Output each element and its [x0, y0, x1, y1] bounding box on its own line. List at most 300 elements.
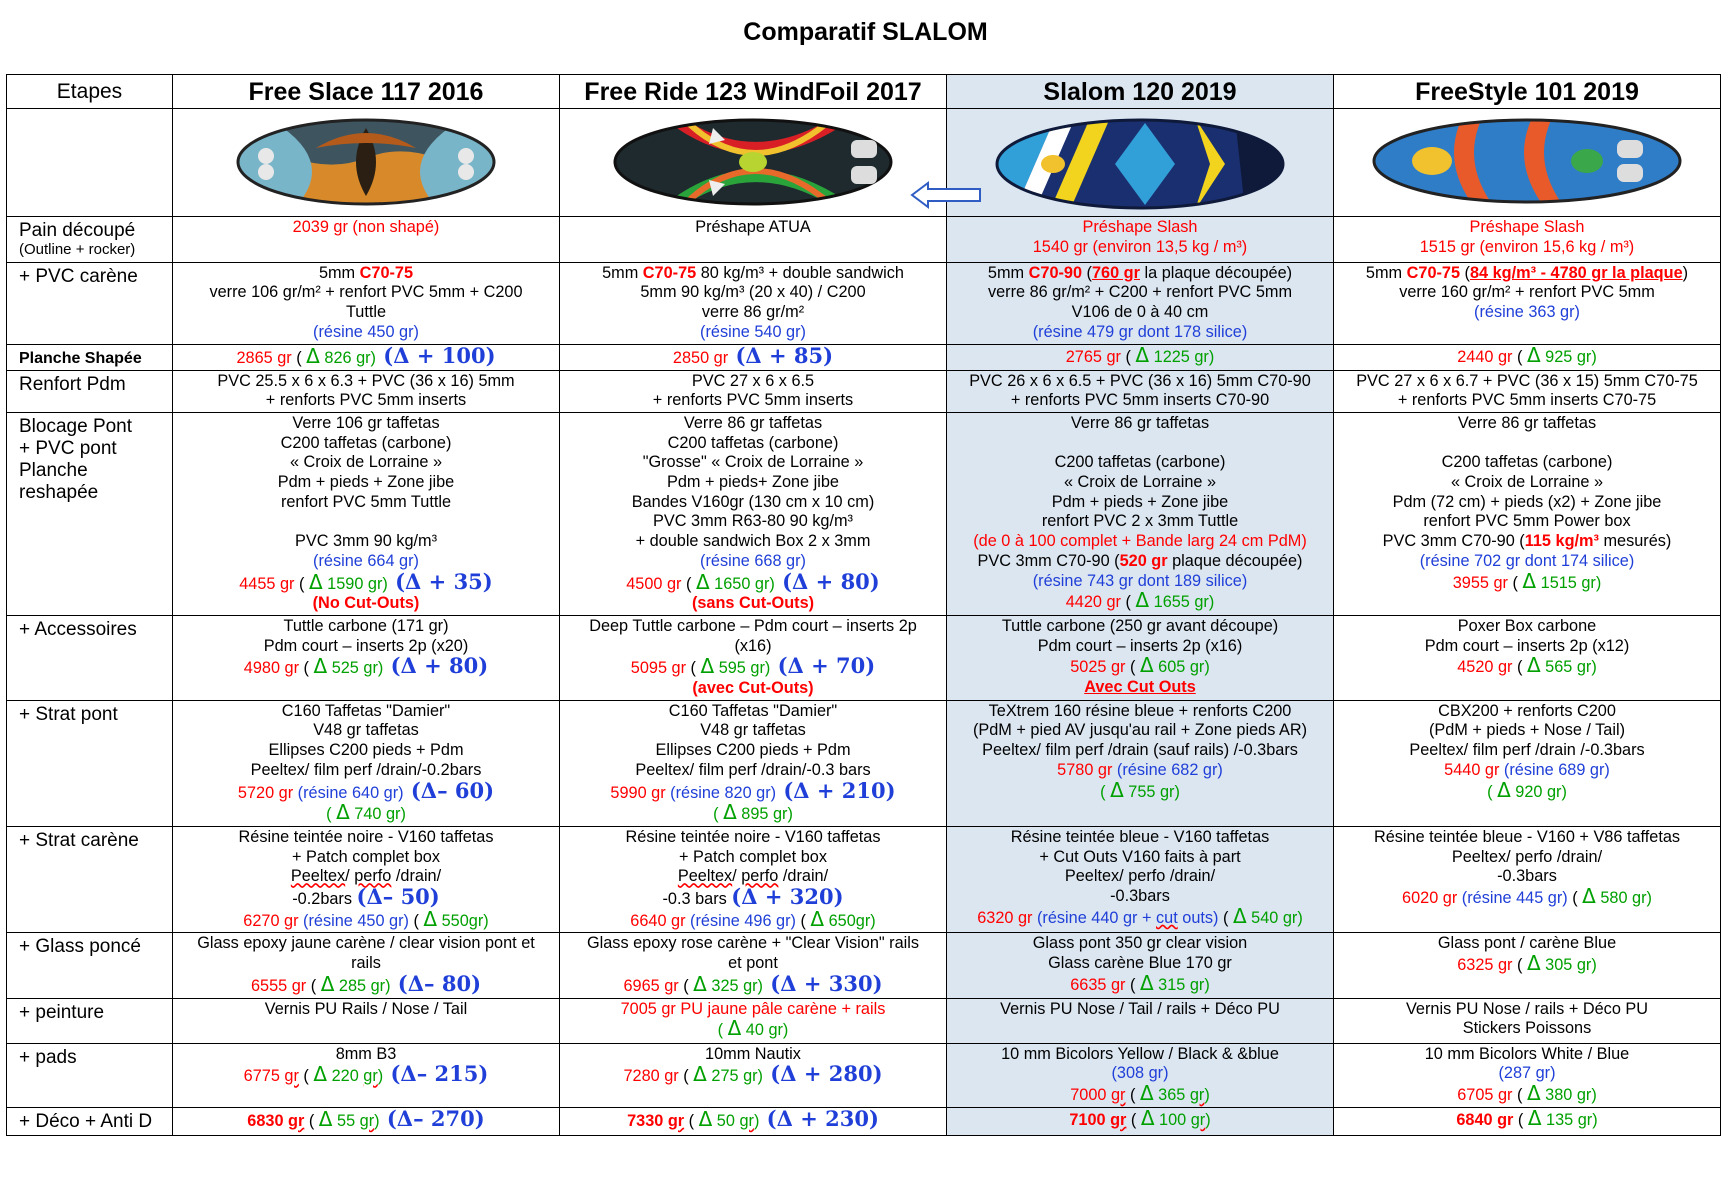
cell-text: 525 gr): [327, 659, 384, 678]
table-row: [7, 700, 1721, 826]
cell-text: outs): [1177, 908, 1219, 927]
cell-text: 325 gr): [706, 976, 763, 995]
cell-text: (Δ + 230): [759, 1107, 879, 1131]
cell-line: [949, 970, 1331, 996]
cell-text: Poxer Box carbone: [1457, 616, 1597, 635]
cell-text: Δ: [1526, 344, 1541, 367]
cell-text: (résine 640 gr): [293, 783, 404, 802]
cell-text: Δ: [1232, 903, 1247, 928]
cell-line: [949, 532, 1331, 552]
table-cell: [173, 217, 560, 263]
cell-text: 520 gr: [1119, 551, 1168, 570]
cell-text: gr: [363, 1067, 378, 1086]
cell-text: Δ: [1527, 1107, 1542, 1130]
cell-text: /: [345, 867, 355, 886]
cell-text: Δ: [336, 800, 350, 825]
cell-text: (: [1126, 1110, 1141, 1129]
cell-text: 2440 gr: [1457, 347, 1513, 366]
cell-text: (Δ + 80): [383, 653, 489, 679]
table-cell: [560, 1043, 947, 1107]
cell-line: [1336, 721, 1718, 741]
table-cell: [1334, 412, 1721, 615]
cell-line: [949, 473, 1331, 493]
table-row: [7, 826, 1721, 933]
cell-text: « Croix de Lorraine »: [1063, 473, 1217, 491]
row-label-line: reshapée: [19, 481, 99, 503]
cell-text: 650gr): [824, 911, 876, 930]
row-label: [7, 262, 173, 344]
cell-line: [562, 264, 944, 284]
cell-line: [562, 906, 944, 932]
cell-line: [1336, 218, 1718, 238]
cell-text: (de 0 à 100 complet + Bande larg 24 cm PdM): [973, 532, 1307, 551]
cell-text: Bandes V160gr (130 cm x 10 cm): [631, 492, 875, 511]
cell-line: [562, 777, 944, 804]
cell-line: [949, 264, 1331, 284]
cell-text: Vernis PU Rails / Nose / Tail: [264, 999, 468, 1018]
table-cell: [560, 826, 947, 933]
cell-text: 2850 gr: [672, 348, 729, 367]
cell-text: C200 taffetas (carbone): [667, 433, 839, 452]
cell-text: V48 gr taffetas: [313, 721, 419, 740]
cell-text: 8mm B3: [335, 1044, 397, 1063]
cell-line: [1336, 473, 1718, 493]
cell-text: 540 gr): [1246, 908, 1303, 927]
cell-text: 5990 gr: [610, 783, 666, 802]
cell-line: [1336, 493, 1718, 513]
cell-text: Δ: [306, 344, 320, 368]
cell-text: ): [753, 1111, 760, 1130]
cell-text: 895 gr): [736, 805, 793, 824]
cell-text: Peeltex: [677, 867, 733, 886]
table-row: [7, 344, 1721, 370]
cell-line: [949, 934, 1331, 954]
cell-text: (résine 363 gr): [1474, 303, 1580, 322]
cell-text: Δ: [810, 906, 825, 931]
cell-line: [175, 303, 557, 323]
cell-text: Préshape Slash: [1082, 218, 1198, 236]
cell-text: -0.3 bars: [662, 890, 732, 909]
cell-text: (: [304, 1111, 319, 1130]
cell-text: 5mm: [602, 263, 643, 282]
cell-text: gr: [288, 1111, 305, 1130]
cell-line: [562, 303, 944, 323]
cell-text: Ellipses C200 pieds + Pdm: [655, 741, 851, 760]
cell-line: [562, 283, 944, 303]
cell-text: (: [1512, 658, 1527, 677]
cell-text: gr: [1110, 1086, 1126, 1104]
cell-line: [562, 637, 944, 657]
cell-text: gr: [359, 1111, 375, 1130]
cell-line: [562, 848, 944, 868]
row-label-line: Blocage Pont: [19, 415, 133, 437]
cell-text: 4520 gr: [1457, 658, 1513, 677]
cell-text: 55: [332, 1111, 360, 1130]
cell-text: ): [1205, 1110, 1211, 1129]
cell-text: 6020 gr: [1402, 889, 1458, 908]
cell-text: « Croix de Lorraine »: [1450, 473, 1604, 491]
cell-text: Verre 86 gr taffetas: [1070, 413, 1210, 432]
cell-line: [949, 391, 1331, 411]
cell-text: 6705 gr: [1457, 1086, 1513, 1104]
cell-text: 1650 gr): [709, 574, 775, 593]
cell-text: ): [1204, 1086, 1210, 1104]
cell-line: [175, 970, 557, 997]
table-cell: [1334, 615, 1721, 700]
cell-text: Pdm + pieds + Zone jibe: [1051, 492, 1229, 511]
cell-line: [949, 372, 1331, 392]
cell-text: Stickers Poissons: [1462, 1019, 1592, 1038]
cell-line: [175, 800, 557, 825]
cell-text: 605 gr): [1153, 658, 1210, 677]
cell-line: [562, 884, 944, 910]
cell-text: Δ: [313, 1062, 328, 1087]
cell-text: Tuttle: [345, 303, 387, 322]
cell-text: (Δ + 280): [762, 1061, 883, 1087]
cell-line: [175, 568, 557, 595]
table-cell: [173, 412, 560, 615]
row-label: [7, 615, 173, 700]
cell-text: PVC 27 x 6 x 6.7 + PVC (36 x 15) 5mm C70-75: [1356, 371, 1698, 390]
cell-text: gr: [1190, 1110, 1206, 1129]
cell-line: [562, 800, 944, 825]
row-label: [7, 412, 173, 615]
cell-line: [175, 741, 557, 761]
cell-text: C200 taffetas (carbone): [280, 433, 452, 452]
cell-text: perfo: [741, 867, 779, 886]
table-cell: [1334, 826, 1721, 933]
cell-text: PVC 25.5 x 6 x 6.3 + PVC (36 x 16) 5mm: [217, 371, 515, 390]
cell-text: 365: [1153, 1086, 1190, 1104]
cell-text: 1225 gr): [1149, 347, 1215, 366]
row-label-line: + peinture: [19, 1001, 105, 1023]
cell-text: PVC 3mm C70-90 (: [977, 551, 1120, 570]
cell-text: (: [306, 976, 321, 995]
table-row: [7, 370, 1721, 412]
cell-text: 2865 gr: [236, 348, 292, 367]
cell-text: 595 gr): [714, 659, 771, 678]
cell-text: 920 gr): [1510, 782, 1567, 801]
cell-text: Δ: [698, 1107, 713, 1131]
cell-line: [949, 1045, 1331, 1065]
table-cell: [947, 700, 1334, 826]
cell-text: Tuttle carbone (171 gr): [283, 616, 449, 635]
cell-line: [562, 1109, 944, 1132]
cell-line: [1336, 828, 1718, 848]
cell-line: [175, 414, 557, 434]
cell-line: [175, 323, 557, 343]
row-label: [7, 344, 173, 370]
cell-text: Verre 86 gr taffetas: [1457, 413, 1597, 432]
cell-text: 5025 gr: [1070, 658, 1126, 677]
cell-line: [175, 1109, 557, 1132]
cell-text: gr: [739, 1111, 754, 1130]
cell-text: 760 gr: [1091, 263, 1140, 282]
cell-text: + double sandwich Box 2 x 3mm: [635, 532, 871, 551]
surfboard-slalom-120-image: [995, 118, 1285, 210]
cell-text: 6840 gr: [1456, 1110, 1514, 1129]
cell-text: 1540 gr (environ 13,5 kg / m³): [1032, 237, 1248, 256]
cell-text: PU jaune pâle carène + rails: [675, 999, 886, 1018]
cell-text: 1655 gr): [1149, 593, 1215, 612]
cell-text: (Δ + 100): [375, 344, 496, 368]
cell-line: [562, 493, 944, 513]
cell-line: [175, 218, 557, 238]
cell-line: [949, 283, 1331, 303]
cell-text: V106 de 0 à 40 cm: [1071, 303, 1209, 322]
row-label-line: + pads: [19, 1046, 77, 1068]
table-cell: [1334, 370, 1721, 412]
row-label: [7, 700, 173, 826]
cell-line: [1336, 453, 1718, 473]
cell-text: 826 gr): [319, 348, 376, 367]
row-label: [7, 826, 173, 933]
cell-text: Δ: [1526, 951, 1541, 976]
cell-text: V48 gr taffetas: [700, 721, 806, 740]
cell-text: (résine 450 gr): [313, 322, 419, 341]
cell-text: (: [326, 805, 337, 824]
cell-line: [175, 1045, 557, 1065]
cell-text: 7000: [1070, 1086, 1111, 1104]
cell-line: [175, 453, 557, 473]
cell-text: C200 taffetas (carbone): [1054, 453, 1226, 472]
cell-text: 3955 gr: [1452, 573, 1508, 592]
cell-text: Peeltex/ film perf /drain (sauf rails) /-0.3bars: [982, 741, 1298, 760]
images-label-empty: [7, 109, 173, 217]
cell-text: Δ: [693, 971, 707, 996]
cell-text: Préshape Slash: [1469, 218, 1585, 236]
cell-text: 380 gr): [1540, 1086, 1597, 1104]
cell-text: 40 gr): [741, 1021, 789, 1040]
cell-text: CBX200 + renforts C200: [1438, 701, 1616, 720]
cell-line: [1336, 653, 1718, 678]
cell-text: 10 mm Bicolors White / Blue: [1424, 1044, 1630, 1063]
cell-text: Δ: [727, 1016, 742, 1041]
cell-line: [562, 1061, 944, 1087]
cell-line: [949, 617, 1331, 637]
cell-line: [562, 346, 944, 369]
cell-line: [175, 594, 557, 614]
table-row: [7, 933, 1721, 998]
cell-text: 4455 gr: [239, 574, 295, 593]
cell-line: [1336, 512, 1718, 532]
cell-text: 1590 gr): [322, 574, 388, 593]
cell-line: [949, 887, 1331, 907]
cell-text: (résine 450 gr): [298, 911, 409, 930]
cell-text: (résine 440 gr +: [1032, 908, 1157, 927]
cell-text: (Δ + 210): [776, 777, 896, 803]
cell-text: (résine 496 gr): [685, 911, 796, 930]
table-cell: [173, 344, 560, 370]
table-cell: [1334, 998, 1721, 1043]
row-label-line: + Déco + Anti D: [19, 1110, 153, 1132]
cell-text: PVC 3mm C70-90 (: [1382, 532, 1525, 551]
cell-line: [1336, 867, 1718, 887]
cell-text: TeXtrem 160 résine bleue + renforts C200: [988, 701, 1292, 720]
table-cell: [173, 933, 560, 998]
cell-line: [175, 493, 557, 513]
cell-line: [1336, 532, 1718, 552]
cell-text: gr: [1189, 1086, 1205, 1104]
cell-text: (: [717, 1021, 728, 1040]
cell-line: [1336, 1045, 1718, 1065]
cell-line: [175, 283, 557, 303]
cell-text: 5mm 90 kg/m³ (20 x 40) / C200: [640, 283, 866, 302]
cell-line: [562, 970, 944, 997]
cell-text: Δ: [1526, 653, 1541, 678]
cell-line: [175, 884, 557, 910]
cell-text: Verre 86 gr taffetas: [683, 413, 823, 432]
cell-text: 6555 gr: [250, 976, 307, 995]
row-label: [7, 217, 173, 263]
cell-text: (avec Cut-Outs): [692, 679, 814, 698]
cell-line: [562, 741, 944, 761]
cell-text: /drain/: [391, 867, 442, 886]
cell-text: Résine teintée bleue - V160 taffetas: [1010, 827, 1270, 846]
cell-line: [949, 741, 1331, 761]
arrow-left-icon: [910, 180, 982, 210]
cell-text: 6325 gr: [1457, 956, 1513, 975]
cell-text: (: [291, 348, 307, 367]
cell-text: 10 mm Bicolors Yellow / Black & &blue: [1001, 1044, 1279, 1063]
cell-text: + renforts PVC 5mm inserts: [652, 391, 854, 410]
cell-text: 4500 gr: [626, 574, 682, 593]
cell-text: 5mm: [987, 263, 1029, 282]
cell-text: verre 160 gr/m² + renfort PVC 5mm: [1399, 283, 1655, 302]
cell-line: [1336, 951, 1718, 976]
cell-line: [1336, 617, 1718, 637]
cell-text: (sans Cut-Outs): [691, 594, 815, 613]
cell-line: [175, 473, 557, 493]
images-row: [7, 109, 1721, 217]
cell-text: Glass pont / carène Blue: [1437, 934, 1617, 953]
cell-text: Tuttle carbone (250 gr avant découpe): [1001, 616, 1279, 635]
row-label: [7, 998, 173, 1043]
table-cell: [560, 700, 947, 826]
cell-text: + Cut Outs V160 faits à part: [1039, 847, 1241, 866]
table-cell: [947, 933, 1334, 998]
cell-text: (Δ + 35): [387, 568, 493, 594]
cell-text: (: [1125, 1086, 1140, 1104]
cell-text: plaque découpée): [1167, 551, 1303, 570]
table-cell: [173, 370, 560, 412]
table-cell: [947, 344, 1334, 370]
cell-line: [562, 653, 944, 679]
board-image-cell-2: [560, 109, 947, 217]
cell-line: [949, 552, 1331, 572]
cell-line: [1336, 741, 1718, 761]
cell-line: [562, 391, 944, 411]
cell-text: 4420 gr: [1065, 593, 1121, 612]
cell-line: [175, 391, 557, 411]
cell-text: 7005 gr: [620, 999, 676, 1018]
table-row: [7, 615, 1721, 700]
cell-line: [949, 678, 1331, 698]
table-cell: [173, 700, 560, 826]
table-cell: [173, 262, 560, 344]
cell-line: [175, 372, 557, 392]
cell-text: 6320 gr: [977, 908, 1033, 927]
cell-line: [562, 453, 944, 473]
header-board-3: Slalom 120 2019: [947, 75, 1334, 109]
cell-line: [949, 512, 1331, 532]
cell-text: (: [1507, 573, 1523, 592]
cell-text: (287 gr): [1498, 1064, 1556, 1083]
cell-text: (: [1512, 347, 1527, 366]
row-label-line: + PVC pont: [19, 437, 117, 459]
table-cell: [947, 826, 1334, 933]
cell-text: 4980 gr: [243, 659, 300, 678]
cell-text: C70-75: [642, 263, 697, 282]
cell-text: C200 taffetas (carbone): [1441, 453, 1613, 472]
cell-text: Δ: [423, 906, 438, 931]
cell-text: perfo: [354, 867, 392, 886]
cell-text: Verre 106 gr taffetas: [292, 413, 440, 432]
cell-text: (: [686, 659, 701, 678]
cell-text: 5440 gr: [1444, 760, 1500, 779]
cell-text: Δ: [1110, 777, 1124, 802]
cell-text: 925 gr): [1540, 347, 1597, 366]
cell-text: 6775: [243, 1067, 285, 1086]
cell-line: [562, 1016, 944, 1041]
cell-text: (Δ– 80): [390, 970, 482, 996]
cell-text: 315 gr): [1153, 975, 1210, 994]
table-cell: [1334, 262, 1721, 344]
cell-line: [1336, 303, 1718, 323]
cell-text: Pdm court – inserts 2p (x20): [263, 636, 469, 655]
cell-text: (x16): [734, 636, 772, 655]
row-label-line: + Strat carène: [19, 829, 139, 851]
cell-text: ): [377, 1067, 384, 1086]
cell-line: [175, 653, 557, 679]
cell-text: + Patch complet box: [292, 847, 440, 866]
cell-line: [949, 588, 1331, 613]
cell-text: C160 Taffetas "Damier": [668, 701, 838, 720]
table-cell: [560, 370, 947, 412]
cell-text: 7280 gr: [623, 1067, 679, 1086]
cell-line: [949, 346, 1331, 368]
cell-text: (résine 540 gr): [700, 322, 806, 341]
cell-line: [949, 867, 1331, 887]
table-cell: [1334, 700, 1721, 826]
cell-text: -0.3bars: [1110, 887, 1170, 906]
table-cell: [1334, 217, 1721, 263]
cell-text: 5780 gr: [1057, 760, 1113, 779]
cell-line: [175, 552, 557, 572]
header-board-2: Free Ride 123 WindFoil 2017: [560, 75, 947, 109]
cell-text: gr: [1110, 1110, 1127, 1129]
cell-text: Peeltex/ film perf /drain /-0.3bars: [1409, 741, 1645, 760]
cell-line: [1336, 264, 1718, 284]
cell-text: Résine teintée bleue - V160 + V86 taffetas: [1373, 827, 1681, 846]
cell-text: (résine 664 gr): [313, 551, 419, 570]
row-label-line: + Strat pont: [19, 703, 118, 725]
cell-line: [562, 954, 944, 974]
table-cell: [947, 615, 1334, 700]
cell-line: [949, 903, 1331, 929]
cell-line: [175, 1061, 557, 1087]
header-etapes: Etapes: [7, 75, 173, 109]
cell-text: (: [408, 911, 424, 930]
cell-text: gr: [284, 1067, 299, 1086]
cell-text: verre 106 gr/m² + renfort PVC 5mm + C200: [209, 283, 523, 302]
cell-text: Δ: [313, 654, 328, 679]
cell-line: [1336, 777, 1718, 803]
cell-line: [1336, 702, 1718, 722]
cell-line: [949, 218, 1331, 238]
cell-line: [175, 906, 557, 932]
cell-text: Peeltex: [290, 867, 346, 886]
